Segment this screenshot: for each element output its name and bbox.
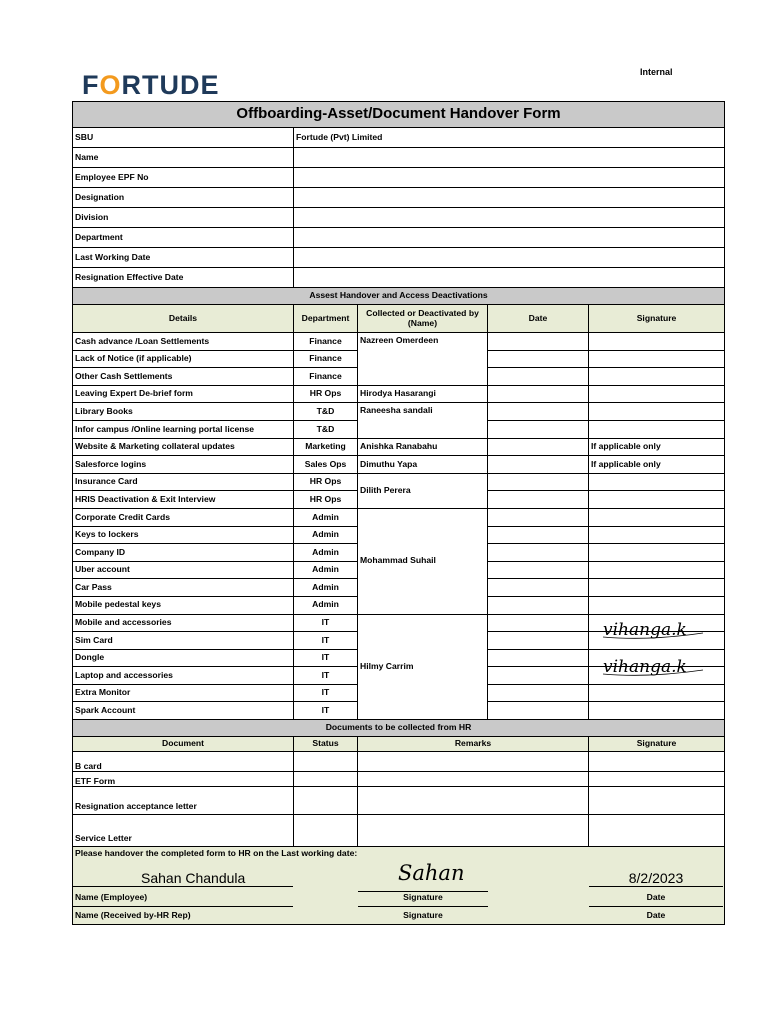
doc-remarks-cell[interactable] bbox=[358, 752, 589, 772]
doc-col-header-status: Status bbox=[294, 737, 358, 752]
asset-signature-cell[interactable] bbox=[589, 657, 725, 685]
collector-name: Mohammad Suhail bbox=[358, 508, 488, 614]
field-value-epf[interactable] bbox=[294, 168, 725, 188]
doc-remarks-cell[interactable] bbox=[358, 815, 589, 847]
documents-section-title: Documents to be collected from HR bbox=[73, 720, 725, 737]
field-label-division: Division bbox=[73, 208, 294, 228]
collector-name: Nazreen Omerdeen bbox=[358, 333, 488, 386]
asset-date-cell[interactable] bbox=[488, 491, 589, 509]
asset-signature-cell[interactable] bbox=[589, 350, 725, 368]
asset-dept: Admin bbox=[294, 579, 358, 597]
asset-signature-cell[interactable] bbox=[589, 333, 725, 351]
doc-remarks-cell[interactable] bbox=[358, 787, 589, 815]
field-value-division[interactable] bbox=[294, 208, 725, 228]
doc-name: Resignation acceptance letter bbox=[73, 787, 294, 815]
field-label-epf: Employee EPF No bbox=[73, 168, 294, 188]
doc-signature-cell[interactable] bbox=[589, 772, 725, 787]
asset-date-cell[interactable] bbox=[488, 368, 589, 386]
asset-detail: Salesforce logins bbox=[73, 456, 294, 474]
asset-signature-cell[interactable] bbox=[589, 508, 725, 526]
asset-detail: Keys to lockers bbox=[73, 526, 294, 544]
asset-date-cell[interactable] bbox=[488, 614, 589, 632]
col-header-collected-by: Collected or Deactivated by (Name) bbox=[358, 305, 488, 333]
asset-detail: HRIS Deactivation & Exit Interview bbox=[73, 491, 294, 509]
asset-dept: T&D bbox=[294, 420, 358, 438]
asset-dept: HR Ops bbox=[294, 473, 358, 491]
doc-remarks-cell[interactable] bbox=[358, 772, 589, 787]
signature-text: vihanga.k bbox=[603, 620, 687, 641]
asset-detail: Company ID bbox=[73, 544, 294, 562]
employee-date-label: Date bbox=[646, 892, 666, 902]
col-header-details: Details bbox=[73, 305, 294, 333]
asset-date-cell[interactable] bbox=[488, 333, 589, 351]
employee-date-value[interactable]: 8/2/2023 bbox=[589, 871, 723, 887]
asset-detail: Mobile pedestal keys bbox=[73, 596, 294, 614]
hr-name-line bbox=[73, 905, 293, 907]
field-value-sbu[interactable]: Fortude (Pvt) Limited bbox=[294, 128, 725, 148]
asset-signature-cell[interactable] bbox=[589, 420, 725, 438]
col-header-date: Date bbox=[488, 305, 589, 333]
asset-date-cell[interactable] bbox=[488, 632, 589, 650]
handwritten-signature-icon bbox=[593, 620, 723, 642]
handwritten-signature-icon bbox=[593, 657, 723, 679]
col-header-department: Department bbox=[294, 305, 358, 333]
name-employee-label: Name (Employee) bbox=[75, 892, 148, 902]
doc-signature-cell[interactable] bbox=[589, 815, 725, 847]
asset-signature-cell[interactable] bbox=[589, 385, 725, 403]
doc-status-cell[interactable] bbox=[294, 752, 358, 772]
asset-detail: Cash advance /Loan Settlements bbox=[73, 333, 294, 351]
asset-dept: Sales Ops bbox=[294, 456, 358, 474]
asset-detail: Car Pass bbox=[73, 579, 294, 597]
asset-signature-cell[interactable] bbox=[589, 561, 725, 579]
asset-detail: Mobile and accessories bbox=[73, 614, 294, 632]
asset-date-cell[interactable] bbox=[488, 403, 589, 421]
name-hr-label: Name (Received by-HR Rep) bbox=[75, 910, 191, 920]
asset-date-cell[interactable] bbox=[488, 667, 589, 685]
asset-detail: Library Books bbox=[73, 403, 294, 421]
asset-detail: Insurance Card bbox=[73, 473, 294, 491]
asset-date-cell[interactable] bbox=[488, 684, 589, 702]
employee-signature: Sahan bbox=[398, 860, 465, 885]
asset-detail: Corporate Credit Cards bbox=[73, 508, 294, 526]
asset-dept: Admin bbox=[294, 596, 358, 614]
employee-signature-line bbox=[358, 890, 488, 892]
doc-signature-cell[interactable] bbox=[589, 752, 725, 772]
asset-dept: IT bbox=[294, 649, 358, 667]
hr-date-label: Date bbox=[646, 910, 666, 920]
collector-name: Hirodya Hasarangi bbox=[358, 385, 488, 403]
asset-detail: Extra Monitor bbox=[73, 684, 294, 702]
doc-status-cell[interactable] bbox=[294, 787, 358, 815]
asset-section-title: Assest Handover and Access Deactivations bbox=[73, 288, 725, 305]
asset-signature-cell[interactable] bbox=[589, 620, 725, 650]
collector-name: Dilith Perera bbox=[358, 473, 488, 508]
field-value-name[interactable] bbox=[294, 148, 725, 168]
field-label-department: Department bbox=[73, 228, 294, 248]
asset-date-cell[interactable] bbox=[488, 438, 589, 456]
asset-dept: Admin bbox=[294, 561, 358, 579]
asset-signature-note: If applicable only bbox=[589, 438, 725, 456]
employee-name-value[interactable]: Sahan Chandula bbox=[73, 871, 293, 887]
collector-name: Raneesha sandali bbox=[358, 403, 488, 438]
field-value-last-working-date[interactable] bbox=[294, 248, 725, 268]
field-label-sbu: SBU bbox=[73, 128, 294, 148]
asset-signature-cell[interactable] bbox=[589, 403, 725, 421]
asset-dept: Marketing bbox=[294, 438, 358, 456]
asset-signature-note: If applicable only bbox=[589, 456, 725, 474]
doc-signature-cell[interactable] bbox=[589, 787, 725, 815]
asset-dept: HR Ops bbox=[294, 491, 358, 509]
asset-dept: Finance bbox=[294, 333, 358, 351]
company-logo: FORTUDE bbox=[82, 70, 220, 100]
field-label-designation: Designation bbox=[73, 188, 294, 208]
hr-signature-line bbox=[358, 905, 488, 907]
asset-signature-cell[interactable] bbox=[589, 579, 725, 597]
asset-signature-cell[interactable] bbox=[589, 473, 725, 491]
asset-dept: IT bbox=[294, 614, 358, 632]
asset-dept: IT bbox=[294, 632, 358, 650]
field-label-last-working-date: Last Working Date bbox=[73, 248, 294, 268]
doc-name: ETF Form bbox=[73, 772, 294, 787]
asset-dept: T&D bbox=[294, 403, 358, 421]
employee-signature-label: Signature bbox=[403, 892, 443, 902]
asset-dept: Admin bbox=[294, 544, 358, 562]
asset-date-cell[interactable] bbox=[488, 456, 589, 474]
asset-date-cell[interactable] bbox=[488, 526, 589, 544]
asset-dept: IT bbox=[294, 684, 358, 702]
asset-dept: Admin bbox=[294, 508, 358, 526]
asset-detail: Dongle bbox=[73, 649, 294, 667]
asset-signature-cell[interactable] bbox=[589, 684, 725, 702]
asset-detail: Uber account bbox=[73, 561, 294, 579]
asset-detail: Website & Marketing collateral updates bbox=[73, 438, 294, 456]
doc-name: B card bbox=[73, 752, 294, 772]
handover-instruction: Please handover the completed form to HR on the Last working date: bbox=[73, 847, 725, 860]
asset-signature-cell[interactable] bbox=[589, 526, 725, 544]
doc-name: Service Letter bbox=[73, 815, 294, 847]
asset-dept: Admin bbox=[294, 526, 358, 544]
asset-signature-cell[interactable] bbox=[589, 702, 725, 720]
handover-form bbox=[72, 101, 725, 925]
asset-detail: Leaving Expert De-brief form bbox=[73, 385, 294, 403]
asset-date-cell[interactable] bbox=[488, 579, 589, 597]
asset-date-cell[interactable] bbox=[488, 596, 589, 614]
collector-name: Dimuthu Yapa bbox=[358, 456, 488, 474]
doc-col-header-signature: Signature bbox=[589, 737, 725, 752]
doc-col-header-remarks: Remarks bbox=[358, 737, 589, 752]
collector-name: Anishka Ranabahu bbox=[358, 438, 488, 456]
asset-dept: Finance bbox=[294, 368, 358, 386]
field-label-resignation-date: Resignation Effective Date bbox=[73, 268, 294, 288]
asset-detail: Lack of Notice (if applicable) bbox=[73, 350, 294, 368]
asset-date-cell[interactable] bbox=[488, 508, 589, 526]
asset-date-cell[interactable] bbox=[488, 649, 589, 667]
signature-text: vihanga.k bbox=[603, 657, 687, 678]
asset-date-cell[interactable] bbox=[488, 561, 589, 579]
asset-signature-cell[interactable] bbox=[589, 368, 725, 386]
asset-signature-cell[interactable] bbox=[589, 491, 725, 509]
asset-detail: Other Cash Settlements bbox=[73, 368, 294, 386]
form-title: Offboarding-Asset/Document Handover Form bbox=[73, 102, 725, 128]
asset-signature-cell[interactable] bbox=[589, 544, 725, 562]
asset-dept: HR Ops bbox=[294, 385, 358, 403]
hr-date-line bbox=[589, 905, 723, 907]
asset-date-cell[interactable] bbox=[488, 385, 589, 403]
asset-dept: IT bbox=[294, 702, 358, 720]
asset-detail: Infor campus /Online learning portal license bbox=[73, 420, 294, 438]
hr-signature-label: Signature bbox=[403, 910, 443, 920]
asset-detail: Laptop and accessories bbox=[73, 667, 294, 685]
asset-date-cell[interactable] bbox=[488, 350, 589, 368]
classification-label: Internal bbox=[640, 67, 673, 77]
doc-status-cell[interactable] bbox=[294, 772, 358, 787]
asset-date-cell[interactable] bbox=[488, 702, 589, 720]
field-value-designation[interactable] bbox=[294, 188, 725, 208]
asset-date-cell[interactable] bbox=[488, 420, 589, 438]
asset-signature-cell[interactable] bbox=[589, 596, 725, 614]
collector-name: Hilmy Carrim bbox=[358, 614, 488, 720]
asset-date-cell[interactable] bbox=[488, 473, 589, 491]
asset-date-cell[interactable] bbox=[488, 544, 589, 562]
asset-detail: Spark Account bbox=[73, 702, 294, 720]
asset-dept: IT bbox=[294, 667, 358, 685]
asset-dept: Finance bbox=[294, 350, 358, 368]
col-header-signature: Signature bbox=[589, 305, 725, 333]
doc-col-header-document: Document bbox=[73, 737, 294, 752]
field-value-resignation-date[interactable] bbox=[294, 268, 725, 288]
doc-status-cell[interactable] bbox=[294, 815, 358, 847]
field-label-name: Name bbox=[73, 148, 294, 168]
field-value-department[interactable] bbox=[294, 228, 725, 248]
asset-detail: Sim Card bbox=[73, 632, 294, 650]
